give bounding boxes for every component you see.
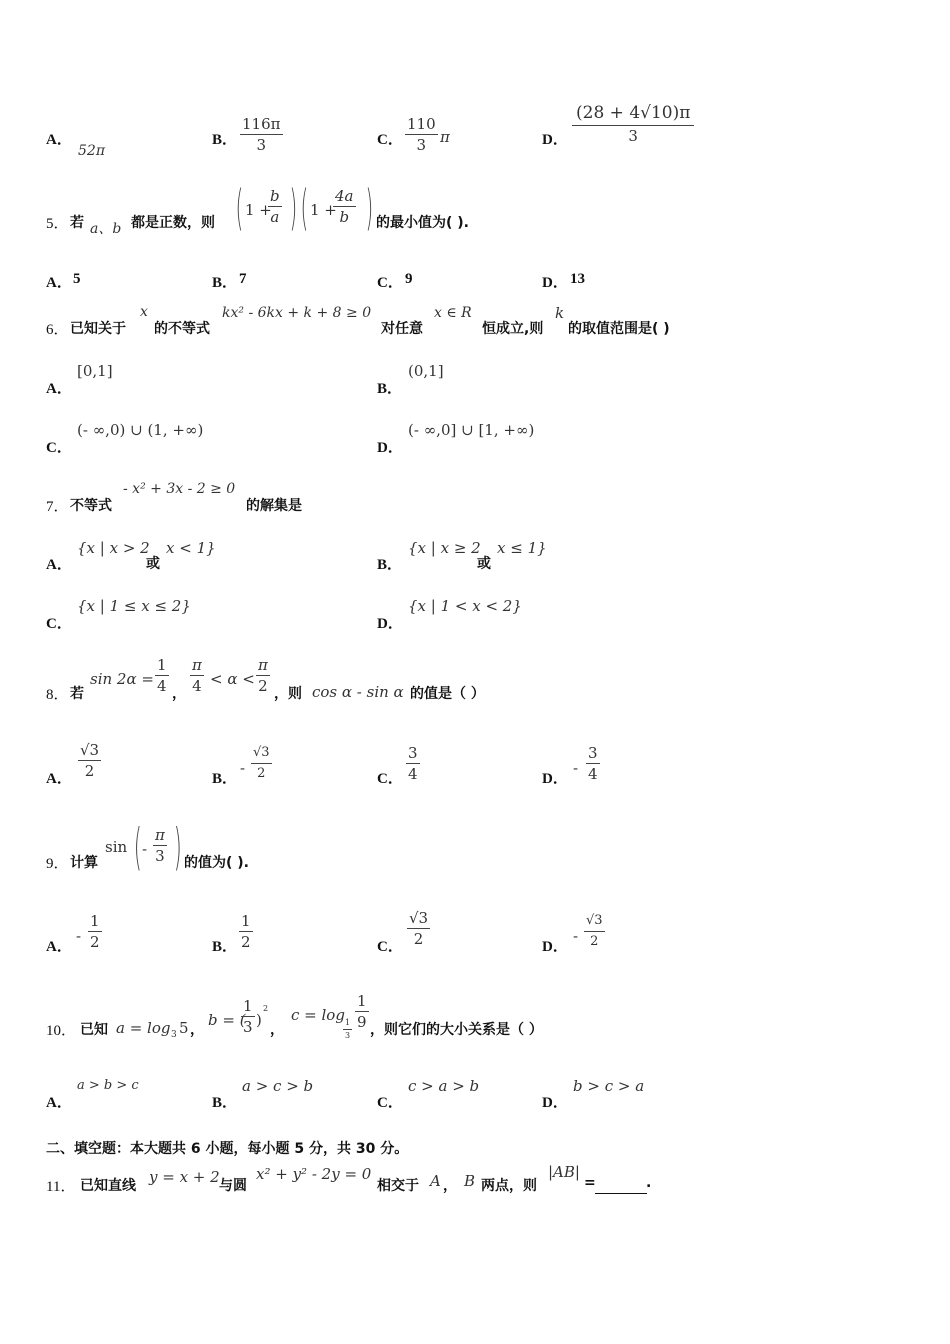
q5-option-c-value: 9 [405,271,413,287]
q10-c-argument-fraction: $\frac{1}{9}$ [357,992,367,1031]
q8-comma: ， [172,686,186,702]
q10-option-a-label: A． [46,1095,72,1111]
q9-option-c-label: C． [377,939,403,955]
q6-option-c-label: C． [46,440,72,456]
q6-option-c-value: (- ∞,0) ∪ (1, +∞) [77,421,204,439]
q8-fraction-2: $\frac{\pi}{4}$ [192,656,202,695]
q6-option-d-value: (- ∞,0] ∪ [1, +∞) [408,421,535,439]
q10-b-close: ) [256,1011,262,1029]
q5-expr-1-fraction: $\frac{b}{a}$ [270,187,280,226]
q8-text-3: 的值是（ ） [410,686,485,702]
q9-option-a-fraction: $\frac{1}{2}$ [90,912,100,951]
q9-paren-close: ) [173,818,182,876]
q5-paren-2-close: ) [365,180,374,236]
q8-option-b-label: B． [212,771,238,787]
q6-option-a-label: A． [46,381,72,397]
q5-text-1: 若 [70,215,84,231]
q11-equals: = [584,1175,596,1191]
q11-text-1: 已知直线 [80,1178,136,1194]
q7-option-c-label: C． [46,616,72,632]
q8-option-b-fraction: $\frac{√3}{2}$ [253,745,270,781]
q11-text-4: 两点，则 [481,1178,537,1194]
q8-option-b-sign: - [240,759,246,777]
q9-paren-open: ( [133,818,142,876]
q10-comma-2: ， [270,1022,284,1038]
q10-text-2: ，则它们的大小关系是（ ） [370,1022,543,1038]
q5-vars: a、b [90,221,122,237]
q11-point-b: B [464,1172,476,1190]
q10-b-fraction: $\frac{1}{3}$ [243,997,253,1036]
q10-b-definition: b = ( [208,1011,246,1029]
q11-text-2: 与圆 [219,1178,247,1194]
q9-option-a-label: A． [46,939,72,955]
q5-paren-1-close: ) [289,180,298,236]
q9-sign: - [142,840,148,858]
q5-option-a-value: 5 [73,271,81,287]
q10-option-b-label: B． [212,1095,238,1111]
q7-option-b-or: 或 [477,556,491,572]
q5-expr-2-left: 1 + [310,201,337,219]
q9-text-1: 计算 [70,855,98,871]
q11-ab-length: |AB| [548,1163,580,1181]
section-2-title: 二、填空题：本大题共 6 小题，每小题 5 分，共 30 分。 [46,1141,409,1157]
q6-option-d-label: D． [377,440,403,456]
q6-text-4: 恒成立,则 [482,321,544,337]
q7-option-d-label: D． [377,616,403,632]
q9-fraction: $\frac{\pi}{3}$ [155,826,165,865]
q6-condition: x ∈ R [434,305,472,321]
q10-option-a-value: a > b > c [77,1078,139,1093]
q7-option-c-value: {x | 1 ≤ x ≤ 2} [77,597,191,615]
q10-comma-1: ， [190,1022,204,1038]
q11-separator: ， [443,1178,457,1194]
q5-number: 5． [46,216,69,232]
q11-end: . [646,1175,652,1191]
q7-text-1: 不等式 [70,498,112,514]
q6-text-2: 的不等式 [154,321,210,337]
q6-number: 6． [46,322,69,338]
q7-option-d-value: {x | 1 < x < 2} [408,597,522,615]
q5-text-2: 都是正数，则 [131,215,215,231]
q9-option-d-sign: - [573,927,579,945]
q8-option-c-label: C． [377,771,403,787]
q10-c-definition: c = log [291,1006,345,1024]
q5-option-b-label: B． [212,275,238,291]
q4-option-d-fraction: $\frac{(28 + 4√10)\pi}{3}$ [572,104,694,145]
q5-paren-2-open: ( [300,180,309,236]
q9-number: 9． [46,856,69,872]
q5-paren-1-open: ( [235,180,244,236]
q8-option-d-label: D． [542,771,568,787]
q10-option-b-value: a > c > b [242,1077,314,1095]
q5-expr-1-left: 1 + [245,201,272,219]
q7-text-2: 的解集是 [246,498,302,514]
q5-option-d-label: D． [542,275,568,291]
q8-expression: cos α - sin α [312,683,404,701]
q10-b-exponent: 2 [263,1004,269,1013]
q6-text-3: 对任意 [381,321,423,337]
q11-circle: x² + y² - 2y = 0 [256,1165,372,1183]
q4-option-c-fraction: $\frac{110}{3}$ [407,115,436,154]
q10-number: 10． [46,1023,77,1039]
q8-text-1: 若 [70,686,84,702]
q5-expr-2-fraction: $\frac{4a}{b}$ [335,187,354,226]
q5-text-3: 的最小值为( ). [376,215,469,231]
q11-text-3: 相交于 [377,1178,419,1194]
q11-answer-blank[interactable] [595,1175,647,1194]
q10-option-d-label: D． [542,1095,568,1111]
q9-option-d-fraction: $\frac{√3}{2}$ [586,913,603,949]
q8-lhs: sin 2α = [90,670,154,688]
q8-option-d-sign: - [573,759,579,777]
q8-number: 8． [46,687,69,703]
q4-option-a-label: A． [46,132,72,148]
q10-c-base-fraction: $\frac{1}{3}$ [345,1018,351,1040]
q4-option-b-label: B． [212,132,238,148]
q8-option-d-fraction: $\frac{3}{4}$ [588,744,598,783]
q9-function: sin [105,838,128,856]
q9-option-b-fraction: $\frac{1}{2}$ [241,912,251,951]
q4-option-b-fraction: $\frac{116\pi}{3}$ [242,115,281,154]
q7-option-b-part-1: {x | x ≥ 2 [408,539,481,557]
q7-inequality: - x² + 3x - 2 ≥ 0 [123,481,236,497]
q7-option-a-part-2: x < 1} [166,539,216,557]
q6-inequality: kx² - 6kx + k + 8 ≥ 0 [222,305,372,321]
q7-option-b-part-2: x ≤ 1} [497,539,547,557]
q8-text-2: ，则 [274,686,302,702]
q10-option-c-value: c > a > b [408,1077,480,1095]
q7-option-b-label: B． [377,557,403,573]
q6-option-a-value: [0,1] [77,362,113,380]
q9-option-c-fraction: $\frac{√3}{2}$ [409,909,429,948]
q4-option-c-pi: π [440,128,450,146]
q6-var-x: x [140,304,148,320]
q6-text-1: 已知关于 [70,321,126,337]
q11-number: 11． [46,1179,76,1195]
q10-a-base: 3 [171,1030,177,1040]
q6-option-b-value: (0,1] [408,362,444,380]
q6-text-5: 的取值范围是( ) [568,321,670,337]
q8-fraction-1: $\frac{1}{4}$ [157,656,167,695]
q4-option-c-label: C． [377,132,403,148]
q9-option-d-label: D． [542,939,568,955]
q7-option-a-label: A． [46,557,72,573]
q9-text-2: 的值为( ). [184,855,249,871]
q5-option-a-label: A． [46,275,72,291]
q7-number: 7． [46,499,69,515]
q4-option-a-value: 52π [78,143,106,159]
q8-option-a-label: A． [46,771,72,787]
q5-option-d-value: 13 [570,271,585,287]
q5-option-b-value: 7 [239,271,247,287]
q8-option-c-fraction: $\frac{3}{4}$ [408,744,418,783]
q10-a-argument: 5 [179,1019,189,1037]
q4-option-d-label: D． [542,132,568,148]
q10-option-d-value: b > c > a [573,1077,645,1095]
q6-var-k: k [555,304,565,322]
q9-option-b-label: B． [212,939,238,955]
q7-option-a-or: 或 [146,556,160,572]
q8-fraction-3: $\frac{\pi}{2}$ [258,656,268,695]
q11-point-a: A [430,1172,441,1190]
q8-middle: < α < [210,670,255,688]
q10-text-1: 已知 [80,1022,108,1038]
q7-option-a-part-1: {x | x > 2 [77,539,150,557]
q10-a-definition: a = log [116,1019,171,1037]
q11-line: y = x + 2 [149,1168,220,1186]
q5-option-c-label: C． [377,275,403,291]
q8-option-a-fraction: $\frac{√3}{2}$ [80,741,100,780]
q6-option-b-label: B． [377,381,403,397]
q9-option-a-sign: - [76,927,82,945]
q10-option-c-label: C． [377,1095,403,1111]
